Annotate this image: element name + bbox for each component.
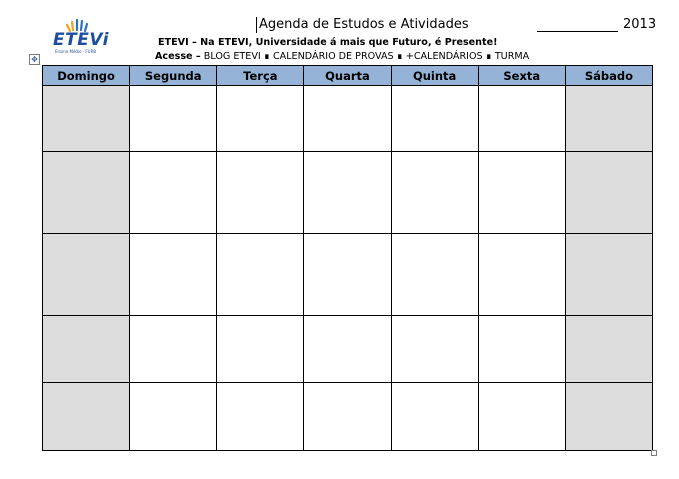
logo-subtext: Ensino Médio · FURB	[55, 49, 97, 54]
day-cell[interactable]	[43, 382, 130, 450]
day-header-domingo[interactable]: Domingo	[43, 66, 130, 86]
day-cell[interactable]	[391, 234, 478, 315]
day-cell[interactable]	[130, 86, 217, 152]
day-cell[interactable]	[217, 152, 304, 234]
day-cell[interactable]	[43, 152, 130, 234]
week-row	[43, 234, 653, 315]
day-cell[interactable]	[565, 234, 652, 315]
table-resize-handle-icon[interactable]	[651, 450, 657, 456]
day-cell[interactable]	[43, 315, 130, 382]
day-cell[interactable]	[217, 234, 304, 315]
day-cell[interactable]	[130, 234, 217, 315]
day-cell[interactable]	[43, 234, 130, 315]
day-cell[interactable]	[217, 315, 304, 382]
links-label: Acesse –	[155, 51, 201, 62]
day-cell[interactable]	[304, 315, 391, 382]
day-cell[interactable]	[130, 315, 217, 382]
day-cell[interactable]	[391, 315, 478, 382]
day-cell[interactable]	[130, 152, 217, 234]
day-cell[interactable]	[217, 382, 304, 450]
page-title[interactable]: Agenda de Estudos e Atividades	[256, 17, 469, 33]
links-text[interactable]: BLOG ETEVI ∎ CALENDÁRIO DE PROVAS ∎ +CALENDÁRIOS ∎ TURMA	[203, 51, 530, 62]
year[interactable]: 2013	[623, 17, 657, 32]
day-cell[interactable]	[391, 152, 478, 234]
day-header-sexta[interactable]: Sexta	[478, 66, 565, 86]
day-cell[interactable]	[478, 86, 565, 152]
calendar-header-row	[43, 66, 653, 86]
day-cell[interactable]	[304, 234, 391, 315]
day-cell[interactable]	[391, 382, 478, 450]
day-header-quinta[interactable]: Quinta	[391, 66, 478, 86]
day-cell[interactable]	[304, 152, 391, 234]
day-cell[interactable]	[565, 382, 652, 450]
etevi-logo	[50, 18, 112, 52]
links-line	[155, 51, 529, 63]
day-cell[interactable]	[478, 234, 565, 315]
day-cell[interactable]	[304, 86, 391, 152]
day-cell[interactable]	[565, 86, 652, 152]
day-cell[interactable]	[43, 86, 130, 152]
day-header-terca[interactable]: Terça	[217, 66, 304, 86]
motto-text[interactable]: ETEVI – Na ETEVI, Universidade á mais que Futuro, é Presente!	[158, 37, 498, 48]
calendar-table	[42, 65, 653, 451]
year-prefix-blank[interactable]	[537, 31, 618, 32]
day-header-quarta[interactable]: Quarta	[304, 66, 391, 86]
day-cell[interactable]	[391, 86, 478, 152]
day-cell[interactable]	[478, 315, 565, 382]
week-row	[43, 152, 653, 234]
day-cell[interactable]	[565, 315, 652, 382]
week-row	[43, 315, 653, 382]
day-cell[interactable]	[217, 86, 304, 152]
week-row	[43, 86, 653, 152]
logo-text: ETEVi	[53, 30, 110, 50]
day-cell[interactable]	[304, 382, 391, 450]
day-cell[interactable]	[478, 382, 565, 450]
day-cell[interactable]	[478, 152, 565, 234]
day-header-sabado[interactable]: Sábado	[565, 66, 652, 86]
day-cell[interactable]	[130, 382, 217, 450]
week-row	[43, 382, 653, 450]
table-move-handle-icon[interactable]: ✥	[29, 54, 40, 65]
day-header-segunda[interactable]: Segunda	[130, 66, 217, 86]
day-cell[interactable]	[565, 152, 652, 234]
